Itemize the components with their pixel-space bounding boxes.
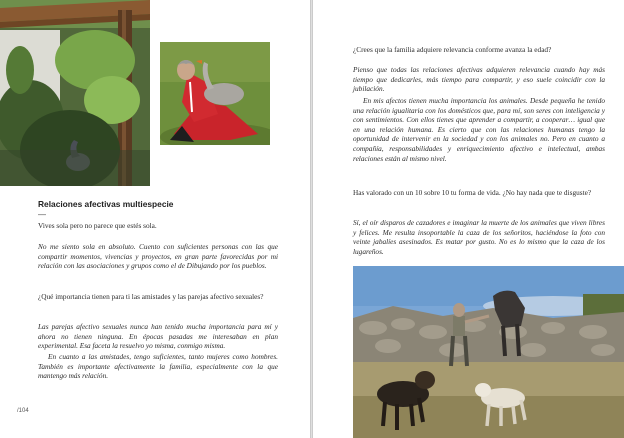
answer-couples: Las parejas afectivo sexuales nunca han tenido mucha importancia para mí y ahora no tienen ninguna. En épocas pasadas me interesaban en plan experimental. Esa faceta la resuelvo yo misma, conmigo misma. — [38, 322, 278, 351]
separator: — — [38, 210, 46, 219]
left-page — [0, 0, 310, 438]
question-friendships: ¿Qué importancia tienen para ti las amistades y las parejas afectivo sexuales? — [38, 292, 264, 301]
answer-family: Pienso que todas las relaciones afectivas adquieren relevancia cuando hay más tiempo que dedicarles, más tiempo para compartir, y eso suele coincidir con la jubilación. — [353, 65, 605, 94]
woman-with-goose-photo — [160, 42, 270, 145]
answer-hunting: Sí, el oír disparos de cazadores e imaginar la muerte de los animales que viven libres y felices. Me resulta insoportable la caza de los señoritos, haciéndose la foto con veinte jabalíes asesinados. Es matar por gusto. No es lo mismo que la caza de los lugareños. — [353, 218, 605, 256]
page-number: /104 — [17, 408, 29, 414]
garden-goose-photo — [0, 0, 150, 186]
answer-solitude: No me siento sola en absoluto. Cuento con suficientes personas con las que compartir momentos, vivencias y proyectos, en gran parte favorecidas por mi relación con las asociaciones y grupos como el de Dibujando por los pueblos. — [38, 242, 278, 271]
question-dislikes: Has valorado con un 10 sobre 10 tu forma de vida. ¿No hay nada que te disguste? — [353, 188, 592, 197]
woman-with-donkey-dogs-photo — [353, 266, 624, 438]
intro-question: Vives sola pero no parece que estés sola. — [38, 221, 157, 230]
right-page — [313, 0, 624, 438]
section-title: Relaciones afectivas multiespecie — [38, 199, 174, 209]
answer-friendships: En cuanto a las amistades, tengo suficientes, tanto mujeres como hombres. También es importante afectivamente la familia, especialmente con la que mantengo más relación. — [38, 352, 278, 381]
answer-animals: En mis afectos tienen mucha importancia los animales. Desde pequeña he tenido una relación igualitaria con los domésticos que, para mí, son seres con inteligencia y con sentimientos. Con ellos tienes que aprender a compartir, a cooperar… igual que en una relación humana. Es cierto que con las relaciones humanas tengo la oportunidad de intervenir en la sociedad y con los animales no. Pero en cuanto a compañía, responsabilidades y enriquecimiento afectivo e intelectual, ambas relaciones están al mismo nivel. — [353, 96, 605, 163]
question-family: ¿Crees que la familia adquiere relevancia conforme avanza la edad? — [353, 45, 552, 54]
